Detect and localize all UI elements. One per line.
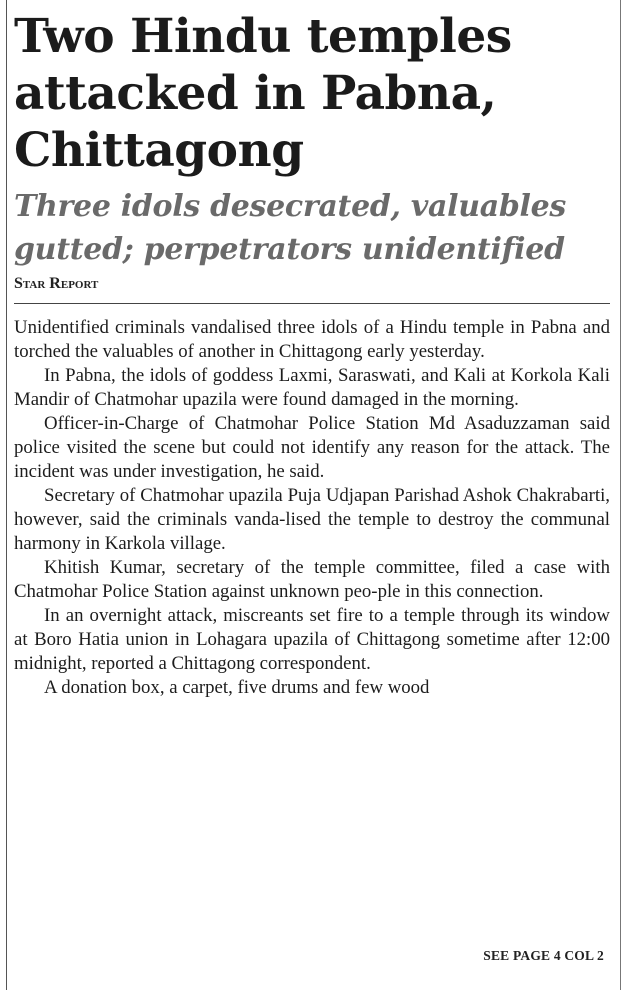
- article-body: [14, 316, 610, 700]
- column-rule-right: [620, 0, 621, 990]
- news-article: [14, 8, 610, 700]
- paragraph: In an overnight attack, miscreants set fire to a temple through its window at Boro Hatia union in Lohagara upazila of Chittagong sometime after 12:00 midnight, reported a Chittagong correspondent.: [14, 605, 610, 674]
- article-byline: Star Report: [14, 273, 610, 304]
- paragraph: Unidentified criminals vandalised three idols of a Hindu temple in Pabna and torched the valuables of another in Chittagong early yesterday.: [14, 317, 610, 362]
- column-rule-left: [6, 0, 7, 990]
- paragraph: Officer-in-Charge of Chatmohar Police Station Md Asaduzzaman said police visited the scene but could not identify any reason for the attack. The incident was under investigation, he said.: [14, 413, 610, 482]
- article-subheadline: Three idols desecrated, valuables gutted; perpetrators unidentified: [14, 189, 566, 267]
- article-headline: Two Hindu temples attacked in Pabna, Chittagong: [14, 9, 512, 178]
- paragraph: Secretary of Chatmohar upazila Puja Udjapan Parishad Ashok Chakrabarti, however, said the criminals vanda-lised the temple to destroy the communal harmony in Karkola village.: [14, 485, 610, 554]
- paragraph: A donation box, a carpet, five drums and few wood: [44, 677, 430, 698]
- paragraph: Khitish Kumar, secretary of the temple committee, filed a case with Chatmohar Police Station against unknown peo-ple in this connection.: [14, 557, 610, 602]
- paragraph: In Pabna, the idols of goddess Laxmi, Saraswati, and Kali at Korkola Kali Mandir of Chatmohar upazila were found damaged in the morning.: [14, 365, 610, 410]
- continued-on-page-line: SEE PAGE 4 COL 2: [483, 948, 604, 963]
